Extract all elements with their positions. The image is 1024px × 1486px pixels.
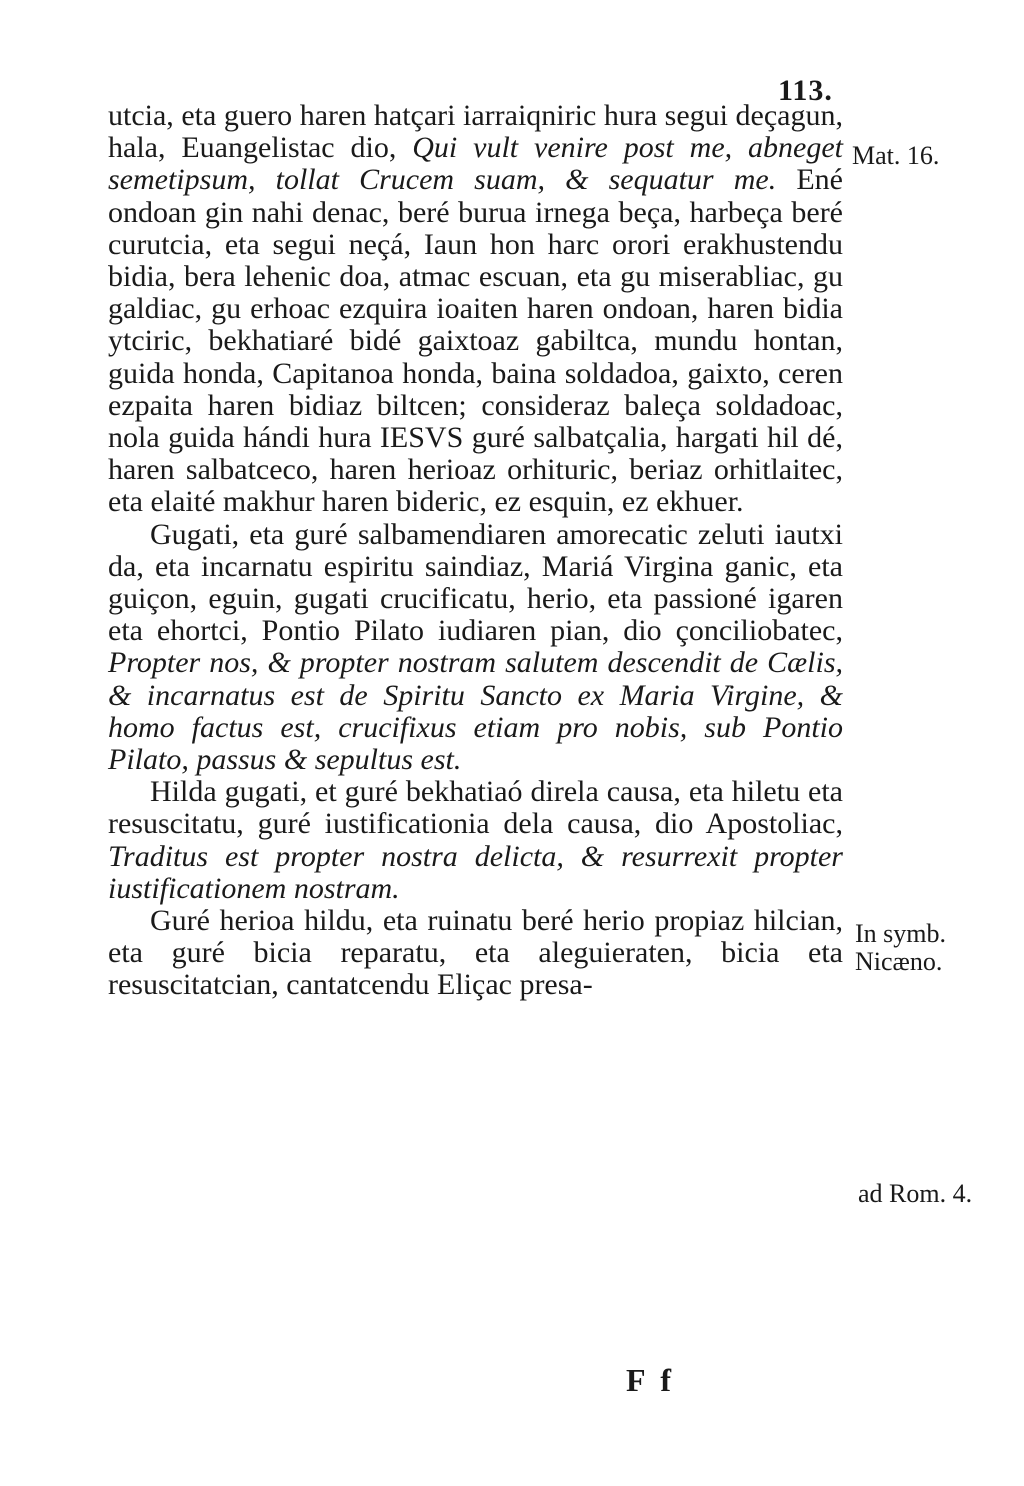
basque-text: Guré herioa hildu, eta ruinatu beré herio propiaz hilcian, eta guré bicia reparatu, eta aleguieraten, bicia eta resuscitatcian, cantatcendu Eliçac presa- — [108, 904, 843, 1002]
basque-text: utcia, eta guero haren hatçari iarraiqniric hura segui deçagun, hala, Euangelistac dio, — [108, 99, 843, 165]
paragraph — [108, 100, 843, 519]
latin-quotation: Propter nos, & propter nostram salutem descendit de Cælis, & incarnatus est de Spiritu Sancto ex Maria Virgine, & homo factus est, crucifixus etiam pro nobis, sub Pontio Pilato, passus & sepultus est. — [108, 646, 843, 777]
margin-note-matthew: Mat. 16. — [852, 141, 940, 170]
basque-text: Ené ondoan gin nahi denac, beré burua irnega beça, harbeça beré curutcia, eta segui neçá, Iaun hon harc orori erakhustendu bidia, bera lehenic doa, atmac escuan, eta gu miserabliac, gu galdiac, gu erhoac ezquira ioaiten haren ondoan, haren bidia ytciric, bekhatiaré bidé gaixtoaz gabiltca, mundu hontan, guida honda, Capitanoa honda, baina soldadoa, gaixto, ceren ezpaita haren bidiaz biltcen; consideraz baleça soldadoac, nola guida hándi hura IESVS guré salbatçalia, hargati hil dé, haren salbatceco, haren herioaz orhituric, beriaz orhitlaitec, eta elaité makhur haren bideric, ez esquin, ez ekhuer. — [108, 163, 844, 519]
latin-quotation: Qui vult venire post me, abneget semetipsum, tollat Crucem suam, & sequatur me. — [108, 131, 843, 197]
paragraph — [108, 905, 843, 1002]
paragraph — [108, 776, 843, 905]
margin-note-romans: ad Rom. 4. — [858, 1179, 973, 1208]
signature-mark: F f — [626, 1362, 676, 1398]
latin-quotation: Traditus est propter nostra delicta, & resurrexit propter iustificationem nostram. — [108, 839, 843, 905]
paragraph — [108, 519, 843, 777]
basque-text: Hilda gugati, et guré bekhatiaó direla causa, eta hiletu eta resuscitatu, guré iustificationia dela causa, dio Apostoliac, — [108, 775, 843, 841]
basque-text: Gugati, eta guré salbamendiaren amorecatic zeluti iautxi da, eta incarnatu espiritu saindiaz, Mariá Virgina ganic, eta guiçon, eguin, gugati crucificatu, herio, eta passioné igaren eta ehortci, Pontio Pilato iudiaren pian, dio çonciliobatec, — [108, 517, 843, 648]
page-number: 113. — [778, 74, 833, 107]
margin-note-symbol: In symb. Nicæno. — [855, 919, 946, 976]
body-text — [108, 100, 843, 1002]
